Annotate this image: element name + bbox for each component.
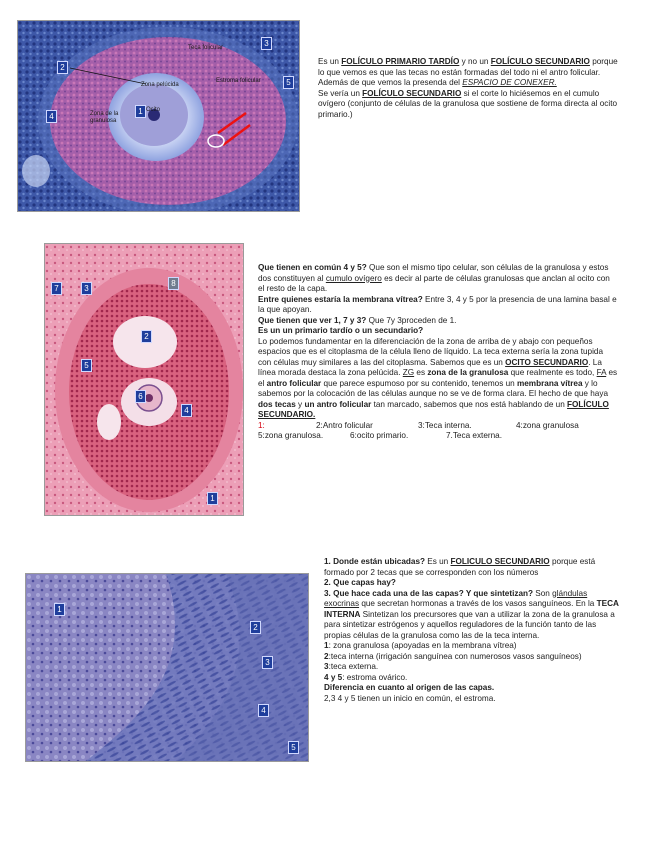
legend-item-1: 1: (258, 420, 265, 430)
legend-item-3: 3:Teca interna. (418, 420, 472, 430)
figure-2-label-6: 6 (135, 390, 146, 403)
figure-1-label-3: 3 (261, 37, 272, 50)
item-3-text: :teca externa. (328, 662, 379, 671)
term-glandulas-exocrinas: glándulas exocrinas (324, 588, 588, 608)
term-teca-interna: TECA INTERNA (324, 599, 619, 619)
text-segment: porque está formado por 2 tecas que se corresponden con los números (324, 557, 596, 577)
text-segment: que parece espumoso por su contenido, tenemos un (321, 378, 517, 388)
question-primario-secundario: Es un un primario tardío o un secundario? (258, 326, 424, 335)
text-segment: y no un (459, 57, 491, 66)
legend-item-6: 6:ocito primario. (350, 431, 409, 440)
term-primario-tardio: FOLÍCULO PRIMARIO TARDÍO (341, 57, 460, 66)
term-membrana-vitrea: membrana vítrea (516, 378, 583, 388)
text-segment: si el corte lo hiciésemos en el cumulo ovígero (conjunto de células de la granulosa que sostiene de forma directa al ocito primario.) (318, 88, 618, 119)
figure-2-label-3: 3 (81, 282, 92, 295)
figure-3-label-4: 4 (258, 704, 269, 717)
figure-3-label-2: 2 (250, 621, 261, 634)
question-ubicadas: 1. Donde están ubicadas? (324, 557, 426, 566)
term-antro-folicular: antro folicular (266, 378, 322, 388)
figure-1-label-5: 5 (283, 76, 294, 89)
text-segment: es el (258, 368, 618, 388)
text-segment: Que 7y 3proceden de 1. (366, 315, 457, 325)
term-fa: FA (596, 368, 607, 377)
term-dos-tecas: dos tecas (258, 399, 296, 409)
term-cumulo-ovigero: cumulo ovígero (325, 273, 382, 283)
answer-diferencia: 2,3 4 y 5 tienen un inicio en común, el estroma. (324, 693, 496, 703)
figure-1-label-4: 4 (46, 110, 57, 123)
text-segment: Son (533, 588, 553, 598)
figure-1-label-2: 2 (57, 61, 68, 74)
text-segment: . La línea morada destaca la zona pelúcida. (258, 357, 602, 377)
figure-3-label-3: 3 (262, 656, 273, 669)
figure-3-label-5: 5 (288, 741, 299, 754)
figure-2-micrograph (44, 243, 244, 516)
item-1-text: : zona granulosa (apoyadas en la membrana vítrea) (328, 641, 517, 650)
figure-1-micrograph (17, 20, 300, 212)
item-2-number: 2 (324, 651, 329, 661)
text-segment: Lo podemos fundamentar en la diferenciación de la zona de arriba de y abajo con pequeños espacios que es el citoplasma de la célula lleno de líquido. La teca externa sería la zona tupida con células muy similares a las del citoplasma. Sabemos que es un (258, 336, 604, 367)
text-segment: es (414, 368, 428, 377)
item-3-number: 3 (324, 662, 329, 671)
text-segment: porque lo que vemos es que las tecas no están formadas del todo ni el antro folicular. Además de que vemos la presenda del (318, 57, 618, 87)
figure-2-label-5: 5 (81, 359, 92, 372)
text-segment: que secretan hormonas a través de los vasos sanguíneos. En la (359, 599, 597, 608)
text-segment: Sintetizan los precursores que van a utilizar la zona de la granulosa a para sintetizar estrógenos y aquellos reguladores de la función tanto de las propias células de la granulosa como las de la teca interna. (324, 609, 615, 640)
question-4-5: Que tienen en común 4 y 5? (258, 263, 367, 272)
figure-2-label-8: 8 (168, 277, 179, 290)
text-segment: que realmente es todo, (508, 368, 597, 377)
question-1-7-3: Que tienen que ver 1, 7 y 3? (258, 315, 367, 325)
legend-item-5: 5:zona granulosa. (258, 431, 324, 440)
figure-1-image (18, 21, 299, 211)
text-segment: Es un (318, 57, 342, 66)
item-4-text: : estroma ovárico. (342, 672, 408, 682)
text-segment: tan marcado, sabemos que nos está hablando de un (371, 399, 568, 409)
legend-item-4: 4:zona granulosa (516, 420, 579, 430)
figure-2-text (258, 263, 618, 442)
term-foliculo-secundario-3: FOLÍCULO SECUNDARIO. (258, 399, 609, 419)
term-zg: ZG (402, 368, 415, 377)
figure-2-image (45, 244, 243, 515)
text-segment: es decir al parte de células granulosas que anclan al ocito con el resto de la capa. (258, 273, 610, 293)
text-segment: Entre 3, 4 y 5 por la presencia de una lamina basal e la que apoyan. (258, 294, 617, 314)
text-segment: y lo sabemos por la colocación de las células aunque no se ve de forma clara. El hecho de que haya (258, 378, 609, 398)
term-foliculo-secundario-4: FOLICULO SECUNDARIO (450, 557, 550, 566)
figure-2-legend-row-1 (258, 421, 618, 432)
question-membrana-vitrea: Entre quienes estaría la membrana vítrea? (258, 294, 423, 304)
annotation-teca-folicular: Teca folicular (188, 45, 224, 51)
figure-3-text (324, 557, 620, 704)
question-sintetizan: 3. Que hace cada una de las capas? Y que sintetizan? (324, 588, 534, 598)
figure-2-label-4: 4 (181, 404, 192, 417)
legend-item-2: 2:Antro folicular (316, 420, 373, 430)
term-espacio-conexer: ESPACIO DE CONEXER. (462, 78, 557, 87)
annotation-estroma: Estroma folicular (216, 78, 261, 84)
annotation-ocito: Ocito (146, 107, 161, 113)
figure-3-label-1: 1 (54, 603, 65, 616)
term-ocito-secundario: OCITO SECUNDARIO (505, 357, 589, 367)
figure-3-micrograph (25, 573, 309, 762)
figure-1-label-1: 1 (135, 105, 146, 118)
term-zona-granulosa: zona de la granulosa (427, 368, 509, 377)
figure-2-label-1: 1 (207, 492, 218, 505)
question-capas: 2. Que capas hay? (324, 578, 396, 587)
annotation-zona-granulosa: Zona de la granulosa (90, 111, 119, 124)
term-un-antro: un antro folicular (304, 399, 372, 409)
term-foliculo-secundario: FOLÍCULO SECUNDARIO (490, 57, 590, 66)
text-segment: Es un (425, 557, 451, 566)
legend-item-7: 7.Teca externa. (446, 431, 502, 440)
question-diferencia: Diferencia en cuanto al origen de las capas. (324, 683, 495, 692)
item-1-number: 1 (324, 641, 329, 650)
figure-2-legend-row-2 (258, 431, 618, 442)
figure-2-label-2: 2 (141, 330, 152, 343)
annotation-zona-pelucida: Zona pelúcida (141, 82, 179, 88)
text-segment: Que son el mismo tipo celular, son células de la granulosa y estos dos constituyen al (258, 263, 609, 283)
text-segment: y (295, 399, 305, 409)
item-4-number: 4 y 5 (324, 672, 343, 682)
term-foliculo-secundario-2: FOLÍCULO SECUNDARIO (362, 88, 462, 98)
figure-2-label-7: 7 (51, 282, 62, 295)
figure-1-paragraph (318, 57, 618, 120)
text-segment: Se vería un (318, 88, 363, 98)
item-2-text: :teca interna (irrigación sanguínea con numerosos vasos sanguíneos) (328, 651, 582, 661)
